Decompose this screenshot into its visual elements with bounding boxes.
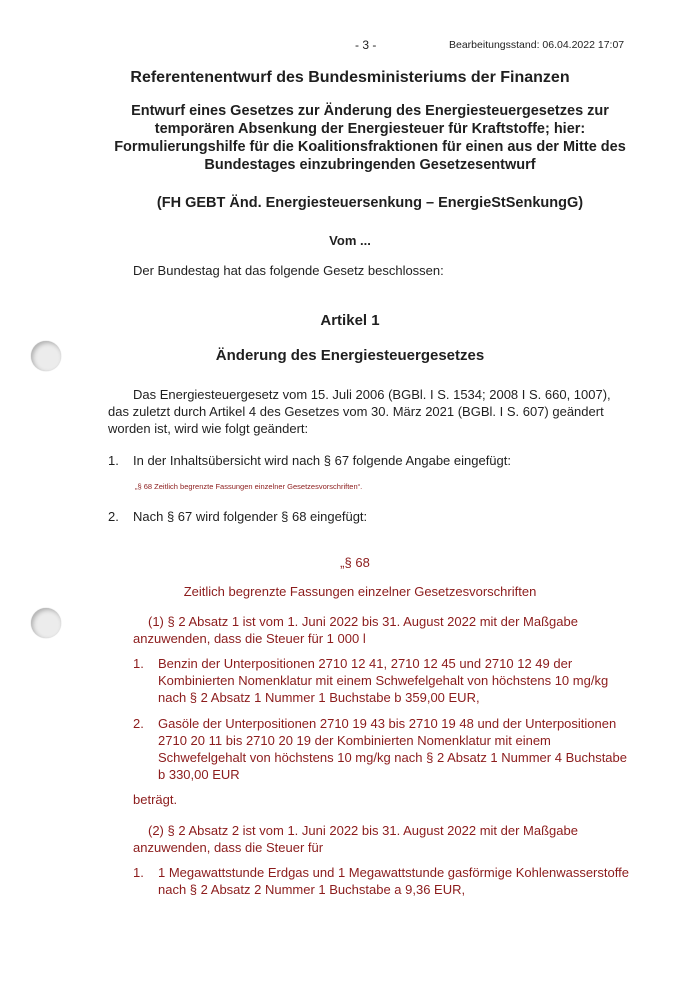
section-paragraph-2: (2) § 2 Absatz 2 ist vom 1. Juni 2022 bis 31. August 2022 mit der Maßgabe anzuwenden, dass die Steuer für bbox=[133, 823, 578, 855]
article-number: Artikel 1 bbox=[320, 312, 380, 329]
intro-paragraph: Das Energiesteuergesetz vom 15. Juli 2006 (BGBl. I S. 1534; 2008 I S. 660, 1007), das zuletzt durch Artikel 4 des Gesetzes vom 30. März 2021 (BGBl. I S. 607) geändert worden ist, wird wie folgt geändert: bbox=[108, 387, 611, 436]
betraegt-line: beträgt. bbox=[133, 792, 178, 807]
list-item-number: 2. bbox=[133, 716, 144, 731]
page-number: - 3 - bbox=[355, 38, 377, 52]
punch-hole-bottom bbox=[31, 608, 61, 638]
list-item-number: 2. bbox=[108, 509, 119, 524]
list-item-text: Nach § 67 wird folgender § 68 eingefügt: bbox=[133, 509, 368, 524]
short-title: (FH GEBT Änd. Energiesteuersenkung – EnergieStSenkungG) bbox=[156, 195, 584, 211]
inserted-entry: „§ 68 Zeitlich begrenzte Fassungen einzelner Gesetzesvorschriften“. bbox=[135, 482, 363, 491]
ministry-heading: Referentenentwurf des Bundesministeriums der Finanzen bbox=[130, 69, 570, 86]
list-item-text: 1 Megawattstunde Erdgas und 1 Megawattstunde gasförmige Kohlenwasserstoffe nach § 2 Absatz 2 Nummer 1 Buchstabe a 9,36 EUR, bbox=[158, 865, 629, 897]
list-item-number: 1. bbox=[133, 656, 144, 671]
preamble: Der Bundestag hat das folgende Gesetz beschlossen: bbox=[133, 263, 444, 278]
section-title: Zeitlich begrenzte Fassungen einzelner Gesetzesvorschriften bbox=[183, 584, 537, 599]
article-title: Änderung des Energiesteuergesetzes bbox=[215, 347, 485, 364]
section-heading: „§ 68 bbox=[340, 555, 370, 570]
list-item-text: Benzin der Unterpositionen 2710 12 41, 2710 12 45 und 2710 12 49 der Kombinierten Nomenklatur mit einem Schwefelgehalt von höchstens 10 mg/kg nach § 2 Absatz 1 Nummer 1 Buchstabe b 359,00 EUR, bbox=[158, 656, 609, 705]
edit-status: Bearbeitungsstand: 06.04.2022 17:07 bbox=[449, 39, 625, 51]
list-item-text: In der Inhaltsübersicht wird nach § 67 folgende Angabe eingefügt: bbox=[133, 453, 511, 468]
section-paragraph-1: (1) § 2 Absatz 1 ist vom 1. Juni 2022 bis 31. August 2022 mit der Maßgabe anzuwenden, dass die Steuer für 1 000 l bbox=[133, 614, 578, 646]
list-item-number: 1. bbox=[108, 453, 119, 468]
list-item-number: 1. bbox=[133, 865, 144, 880]
list-item-text: Gasöle der Unterpositionen 2710 19 43 bis 2710 19 48 und der Unterpositionen 2710 20 11 bis 2710 20 19 der Kombinierten Nomenklatur mit einem Schwefelgehalt von höchstens 10 mg/kg nach § 2 Absatz 1 Nummer 4 Buchstabe b 330,00 EUR bbox=[158, 716, 627, 782]
date-line: Vom ... bbox=[329, 233, 371, 248]
document-title: Entwurf eines Gesetzes zur Änderung des Energiesteuergesetzes zur temporären Absenkung der Energiesteuer für Kraftstoffe; hier: Formulierungshilfe für die Koalitionsfraktionen für einen aus der Mitte des Bundestages einzubringenden Gesetzesentwurf bbox=[114, 103, 626, 173]
punch-hole-top bbox=[31, 341, 61, 371]
